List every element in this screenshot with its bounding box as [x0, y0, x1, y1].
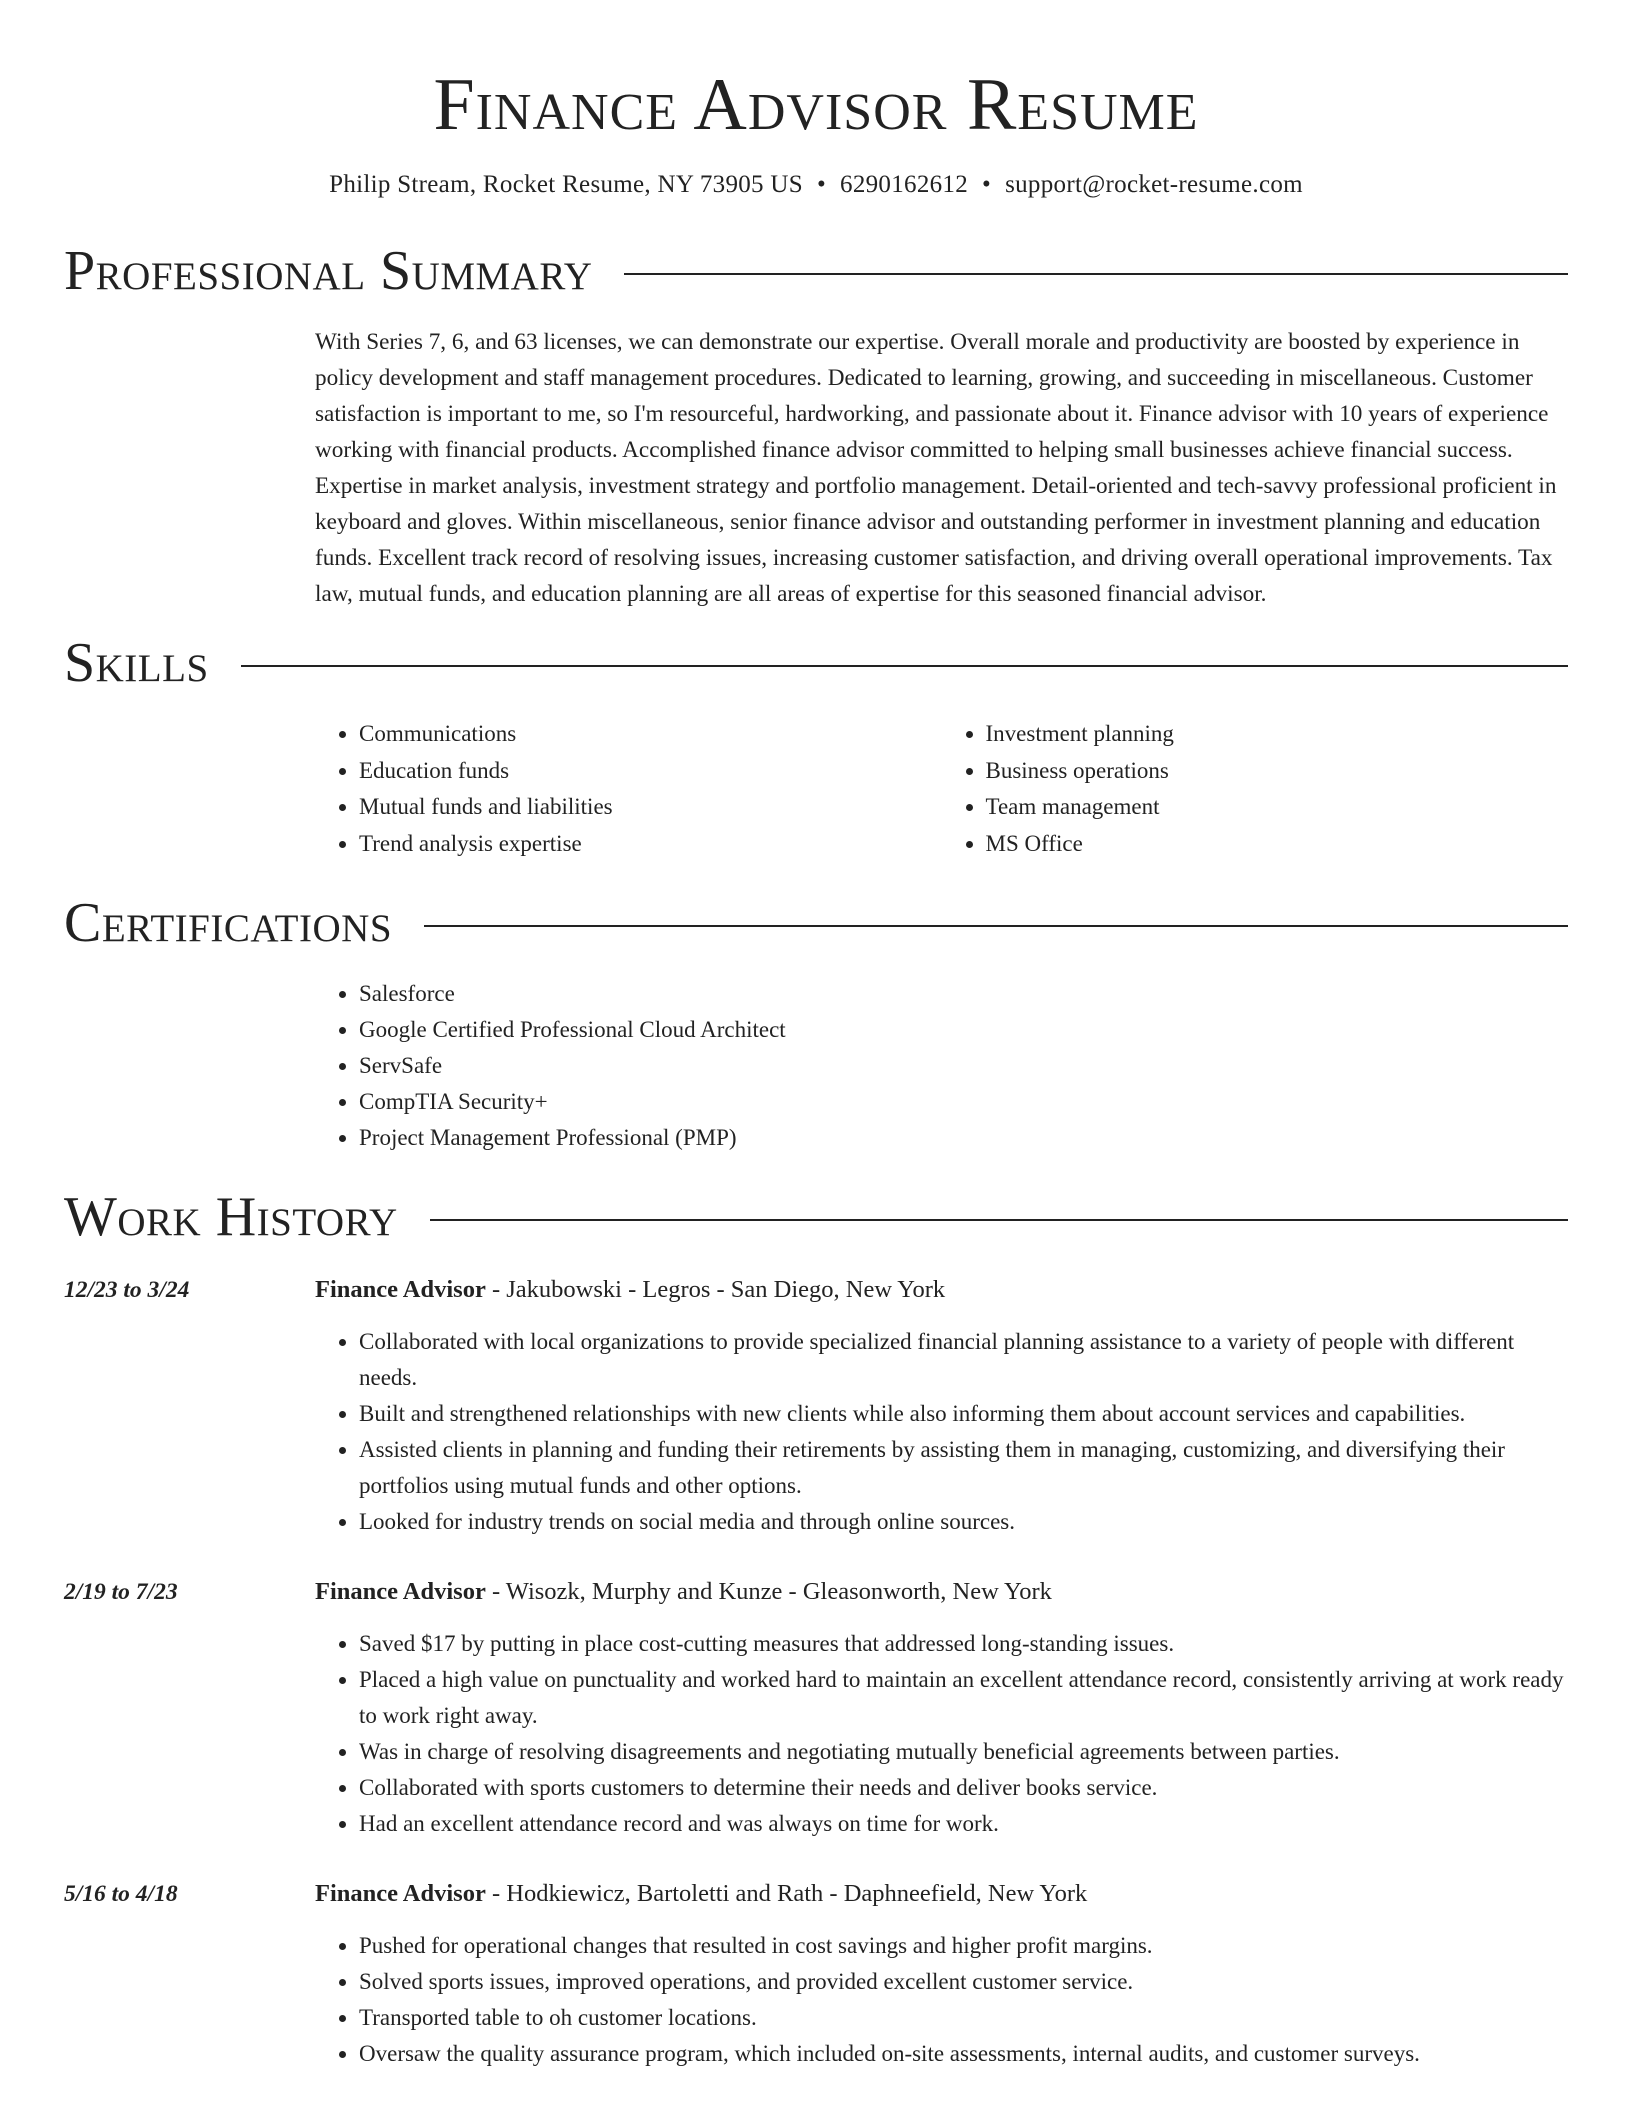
- certifications-list: [315, 976, 1568, 1156]
- section-divider: [424, 925, 1568, 927]
- job-bullets: [315, 1928, 1568, 2072]
- certification-item: • Salesforce: [359, 976, 1568, 1012]
- contact-separator: •: [816, 171, 827, 198]
- contact-line: [64, 168, 1568, 202]
- job-bullets: [315, 1324, 1568, 1540]
- work-history-entry: [64, 1876, 1568, 2072]
- job-title-line: [315, 1574, 1568, 1610]
- job-bullet: • Assisted clients in planning and funding their retirements by assisting them in managing, customizing, and diversifying their portfolios using mutual funds and other options.: [359, 1432, 1568, 1504]
- skill-item: • Communications: [359, 716, 942, 753]
- skill-item: • Trend analysis expertise: [359, 826, 942, 863]
- certification-item: • Project Management Professional (PMP): [359, 1120, 1568, 1156]
- job-bullet: • Collaborated with sports customers to determine their needs and deliver books service.: [359, 1770, 1568, 1806]
- job-role: Finance Advisor: [315, 1880, 486, 1907]
- certifications-content: [315, 976, 1568, 1156]
- job-role: Finance Advisor: [315, 1276, 486, 1303]
- job-bullet: • Looked for industry trends on social media and through online sources.: [359, 1504, 1568, 1540]
- resume-title: Finance Advisor Resume: [433, 64, 1199, 146]
- job-bullet: • Placed a high value on punctuality and worked hard to maintain an excellent attendance record, consistently arriving at work ready to work right away.: [359, 1662, 1568, 1734]
- job-bullet: • Oversaw the quality assurance program, which included on-site assessments, internal audits, and customer surveys.: [359, 2036, 1568, 2072]
- contact-address: Philip Stream, Rocket Resume, NY 73905 US: [329, 171, 803, 198]
- skills-heading: Skills: [64, 632, 209, 694]
- contact-phone: 6290162612: [840, 171, 969, 198]
- job-bullets: [315, 1626, 1568, 1842]
- skill-item: • Investment planning: [986, 716, 1569, 753]
- skills-list-left: [315, 716, 942, 862]
- certifications-heading: Certifications: [64, 892, 393, 954]
- skill-item: • Mutual funds and liabilities: [359, 789, 942, 826]
- skills-section-header: [64, 628, 1568, 698]
- job-body: [315, 1272, 1568, 1540]
- job-title-line: [315, 1876, 1568, 1912]
- job-company-location: - Wisozk, Murphy and Kunze - Gleasonworth, New York: [485, 1578, 1052, 1605]
- resume-page: [64, 0, 1568, 2072]
- summary-content: [315, 324, 1568, 612]
- summary-heading: Professional Summary: [64, 240, 593, 302]
- job-bullet: • Saved $17 by putting in place cost-cutting measures that addressed long-standing issues.: [359, 1626, 1568, 1662]
- job-bullet: • Built and strengthened relationships with new clients while also informing them about account services and capabilities.: [359, 1396, 1568, 1432]
- certifications-section-header: [64, 888, 1568, 958]
- skill-item: • Team management: [986, 789, 1569, 826]
- summary-section-header: [64, 236, 1568, 306]
- skill-item: • MS Office: [986, 826, 1569, 863]
- skills-content: [315, 716, 1568, 862]
- job-bullet: • Collaborated with local organizations to provide specialized financial planning assistance to a variety of people with different needs.: [359, 1324, 1568, 1396]
- job-dates: 5/16 to 4/18: [64, 1881, 178, 1907]
- job-bullet: • Had an excellent attendance record and was always on time for work.: [359, 1806, 1568, 1842]
- skill-item: • Education funds: [359, 753, 942, 790]
- job-dates: 12/23 to 3/24: [64, 1277, 190, 1303]
- skills-list-right: [942, 716, 1569, 862]
- job-bullet: • Solved sports issues, improved operations, and provided excellent customer service.: [359, 1964, 1568, 2000]
- work-history-heading: Work History: [64, 1186, 398, 1248]
- certification-item: • ServSafe: [359, 1048, 1568, 1084]
- skills-grid: [315, 716, 1568, 862]
- skill-item: • Business operations: [986, 753, 1569, 790]
- contact-email: support@rocket-resume.com: [1005, 171, 1303, 198]
- job-company-location: - Jakubowski - Legros - San Diego, New York: [485, 1276, 946, 1303]
- job-title-line: [315, 1272, 1568, 1308]
- job-body: [315, 1574, 1568, 1842]
- section-divider: [430, 1219, 1568, 1221]
- work-history-entry: [64, 1574, 1568, 1842]
- certification-item: • Google Certified Professional Cloud Architect: [359, 1012, 1568, 1048]
- job-role: Finance Advisor: [315, 1578, 486, 1605]
- work-history-section-header: [64, 1182, 1568, 1252]
- contact-separator: •: [982, 171, 992, 198]
- section-divider: [624, 273, 1568, 275]
- job-body: [315, 1876, 1568, 2072]
- summary-text: With Series 7, 6, and 63 licenses, we can demonstrate our expertise. Overall morale and productivity are boosted by experience in policy development and staff management procedures. Dedicated to learning, growing, and succeeding in miscellaneous. Customer satisfaction is important to me, so I'm resourceful, hardworking, and passionate about it. Finance advisor with 10 years of experience working with financial products. Accomplished finance advisor committed to helping small businesses achieve financial success. Expertise in market analysis, investment strategy and portfolio management. Detail-oriented and tech-savvy professional proficient in keyboard and gloves. Within miscellaneous, senior finance advisor and outstanding performer in investment planning and education funds. Excellent track record of resolving issues, increasing customer satisfaction, and driving overall operational improvements. Tax law, mutual funds, and education planning are all areas of expertise for this seasoned financial advisor.: [315, 329, 1557, 607]
- job-company-location: - Hodkiewicz, Bartoletti and Rath - Daphneefield, New York: [485, 1880, 1088, 1907]
- job-bullet: • Was in charge of resolving disagreements and negotiating mutually beneficial agreements between parties.: [359, 1734, 1568, 1770]
- job-dates: 2/19 to 7/23: [64, 1579, 178, 1605]
- job-bullet: • Transported table to oh customer locations.: [359, 2000, 1568, 2036]
- certification-item: • CompTIA Security+: [359, 1084, 1568, 1120]
- work-history-entry: [64, 1272, 1568, 1540]
- job-bullet: • Pushed for operational changes that resulted in cost savings and higher profit margins.: [359, 1928, 1568, 1964]
- section-divider: [241, 665, 1568, 667]
